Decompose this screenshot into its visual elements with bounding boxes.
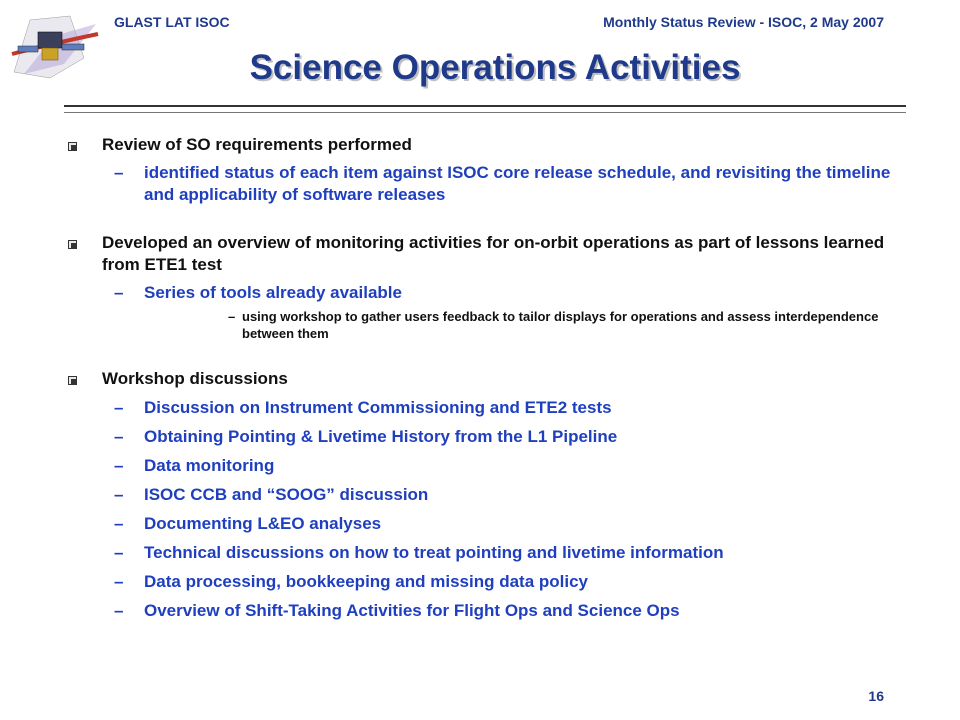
bullet-item <box>68 134 908 156</box>
sub-bullet-text: Data processing, bookkeeping and missing data policy <box>144 572 588 591</box>
header-right-label: Monthly Status Review - ISOC, 2 May 2007 <box>603 14 884 30</box>
dash-marker: – <box>114 514 124 533</box>
sub-bullet-text: identified status of each item against ISOC core release schedule, and revisiting the timeline and applicability of software releases <box>144 163 891 204</box>
sub-bullet-item <box>68 542 908 564</box>
title-divider-thin <box>64 112 906 113</box>
sub-bullet-text: ISOC CCB and “SOOG” discussion <box>144 485 429 504</box>
bullet-group <box>68 134 908 206</box>
square-bullet-icon <box>68 142 77 151</box>
dash-marker: – <box>114 485 124 504</box>
sub-bullet-item <box>68 455 908 477</box>
sub-bullet-text: Overview of Shift-Taking Activities for Flight Ops and Science Ops <box>144 601 680 620</box>
sub-bullet-item <box>68 282 908 304</box>
page-number: 16 <box>868 688 884 704</box>
dash-marker: – <box>228 309 236 324</box>
sub-bullet-item <box>68 484 908 506</box>
sub-bullet-item <box>68 571 908 593</box>
sub-bullet-text: Obtaining Pointing & Livetime History from the L1 Pipeline <box>144 427 618 446</box>
sub-sub-bullet-text: using workshop to gather users feedback to tailor displays for operations and assess interdependence between them <box>242 309 879 341</box>
bullet-text: Review of SO requirements performed <box>102 135 412 154</box>
dash-marker: – <box>114 601 124 620</box>
sub-bullet-text: Documenting L&EO analyses <box>144 514 382 533</box>
sub-bullet-item <box>68 513 908 535</box>
sub-bullet-item <box>68 397 908 419</box>
sub-bullet-text: Data monitoring <box>144 456 275 475</box>
dash-marker: – <box>114 283 124 302</box>
sub-bullet-text: Discussion on Instrument Commissioning and ETE2 tests <box>144 398 612 417</box>
bullet-item <box>68 232 908 276</box>
dash-marker: – <box>114 163 124 182</box>
bullet-item <box>68 368 908 390</box>
dash-marker: – <box>114 572 124 591</box>
slide-body <box>68 134 908 648</box>
dash-marker: – <box>114 543 124 562</box>
bullet-group <box>68 368 908 622</box>
sub-bullet-item <box>68 426 908 448</box>
bullet-text: Developed an overview of monitoring activities for on-orbit operations as part of lessons learned from ETE1 test <box>102 233 885 274</box>
slide-title: Science Operations Activities <box>249 48 741 87</box>
sub-bullet-text: Technical discussions on how to treat pointing and livetime information <box>144 543 724 562</box>
header-left-label: GLAST LAT ISOC <box>114 14 230 30</box>
sub-sub-bullet-item <box>68 308 908 342</box>
sub-bullet-text: Series of tools already available <box>144 283 402 302</box>
dash-marker: – <box>114 456 124 475</box>
dash-marker: – <box>114 398 124 417</box>
sub-bullet-item <box>68 162 908 206</box>
sub-bullet-item <box>68 600 908 622</box>
bullet-text: Workshop discussions <box>102 369 288 388</box>
square-bullet-icon <box>68 240 77 249</box>
bullet-group <box>68 232 908 342</box>
title-divider <box>64 105 906 107</box>
dash-marker: – <box>114 427 124 446</box>
square-bullet-icon <box>68 376 77 385</box>
